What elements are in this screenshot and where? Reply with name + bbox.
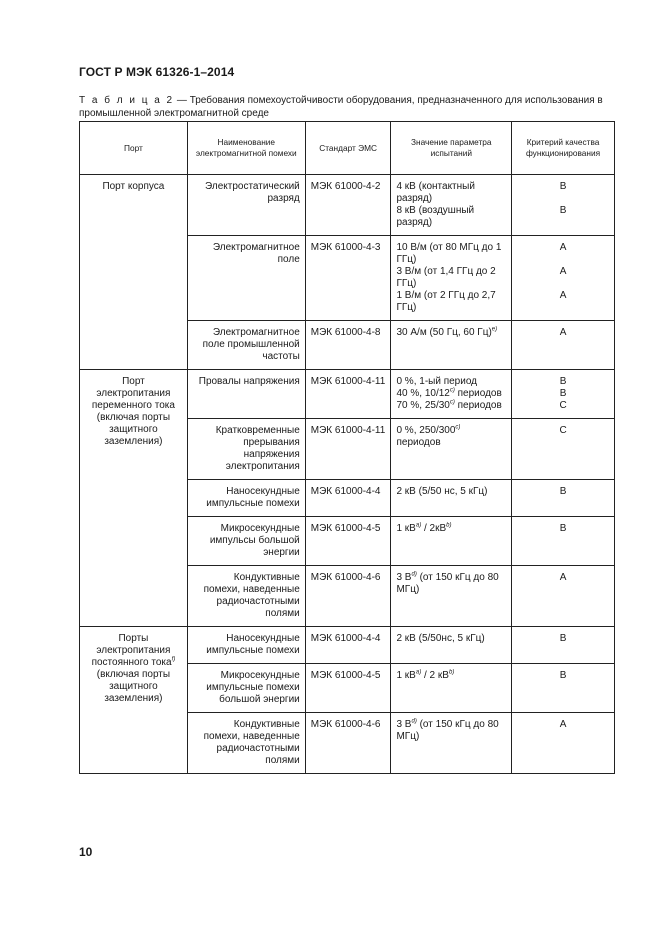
criterion-value: A [559, 266, 567, 277]
table-caption [79, 94, 617, 120]
test-value-text: 3 В/м (от 1,4 ГГц до 2 ГГц) [396, 266, 496, 289]
test-value-cell [391, 321, 512, 370]
column-header-criterion: Критерий качества функционирования [512, 122, 615, 175]
criterion-cell [512, 175, 615, 236]
test-value-text: 1 В/м (от 2 ГГц до 2,7 ГГц) [396, 290, 496, 313]
test-value-cell [391, 566, 512, 627]
criterion-value: A [559, 572, 567, 583]
table-caption-text: Требования помехоустойчивости оборудования, предназначенного для использования в промышленной электромагнитной среде [79, 95, 603, 119]
test-value-cell [391, 480, 512, 517]
test-value-line [396, 376, 506, 388]
test-value-text: 40 %, 10/12 [396, 388, 450, 399]
criterion-value: B [559, 670, 567, 681]
column-header-port: Порт [80, 122, 188, 175]
test-value-text: 3 В [396, 572, 412, 583]
column-header-value: Значение параметра испытаний [391, 122, 512, 175]
test-value-text: 70 %, 25/30 [396, 400, 450, 411]
test-value-line [396, 388, 506, 400]
criterion-cell [512, 627, 615, 664]
test-value-text: 0 %, 1-ый период [396, 376, 478, 387]
footnote-ref: d) [411, 571, 417, 578]
test-value-text: 1 кВ [396, 670, 416, 681]
criterion-cell [512, 480, 615, 517]
test-value-cell [391, 627, 512, 664]
test-value-text: 30 А/м (50 Гц, 60 Гц) [396, 327, 492, 338]
immunity-requirements-table [79, 121, 615, 774]
disturbance-cell: Наносекундные импульсные помехи [187, 480, 305, 517]
criterion-value: A [559, 327, 567, 338]
test-value-cell [391, 419, 512, 480]
port-cell [80, 370, 188, 627]
test-value-line [396, 181, 506, 205]
test-value-text-continued: / 2 кВ [421, 670, 449, 681]
table-row [80, 370, 615, 419]
criterion-cell [512, 713, 615, 774]
disturbance-cell: Электромагнитное поле промышленной частоты [187, 321, 305, 370]
test-value-text-continued: периодов [454, 400, 502, 411]
disturbance-cell: Электростатический разряд [187, 175, 305, 236]
test-value-text-continued: периодов [396, 437, 441, 448]
criterion-value: B [559, 523, 567, 534]
footnote-ref: c) [449, 387, 455, 394]
emc-standard-cell: МЭК 61000-4-4 [305, 627, 391, 664]
test-value-cell [391, 664, 512, 713]
test-value-line [396, 719, 506, 743]
criterion-value: C [559, 425, 567, 436]
criterion-cell [512, 236, 615, 321]
table-row [80, 175, 615, 236]
port-cell [80, 627, 188, 774]
test-value-line [396, 670, 506, 682]
footnote-ref: d) [411, 718, 417, 725]
table-row [80, 627, 615, 664]
criterion-value: A [559, 290, 567, 301]
port-label: Порт корпуса [102, 181, 165, 192]
footnote-ref: c) [455, 424, 461, 431]
criterion-value: B [559, 633, 567, 644]
emc-standard-cell: МЭК 61000-4-6 [305, 566, 391, 627]
test-value-line [396, 205, 506, 229]
criterion-value: A [559, 719, 567, 730]
test-value-text: 3 В [396, 719, 412, 730]
emc-standard-cell: МЭК 61000-4-5 [305, 517, 391, 566]
test-value-text: 4 кВ (контактный разряд) [396, 181, 475, 204]
column-header-standard: Стандарт ЭМС [305, 122, 391, 175]
test-value-line [396, 290, 506, 314]
table-caption-dash: — [174, 95, 190, 106]
criterion-cell [512, 566, 615, 627]
test-value-cell [391, 370, 512, 419]
test-value-text: 10 В/м (от 80 МГц до 1 ГГц) [396, 242, 502, 265]
test-value-cell [391, 713, 512, 774]
test-value-text-continued: / 2кВ [421, 523, 447, 534]
criterion-cell [512, 321, 615, 370]
test-value-line [396, 486, 506, 498]
column-header-disturbance: Наименование электромагнитной помехи [187, 122, 305, 175]
page-number: 10 [79, 845, 93, 859]
criterion-cell [512, 664, 615, 713]
criterion-cell [512, 419, 615, 480]
port-cell [80, 175, 188, 370]
criterion-value: B [559, 388, 567, 399]
test-value-line [396, 633, 506, 645]
test-value-text: 8 кВ (воздушный разряд) [396, 205, 475, 228]
emc-standard-cell: МЭК 61000-4-8 [305, 321, 391, 370]
test-value-line [396, 266, 506, 290]
criterion-value: A [559, 242, 567, 253]
test-value-cell [391, 517, 512, 566]
emc-standard-cell: МЭК 61000-4-6 [305, 713, 391, 774]
test-value-text-continued: (от 150 кГц до 80 МГц) [396, 572, 499, 595]
test-value-text: 0 %, 250/300 [396, 425, 456, 436]
test-value-text: 2 кВ (5/50 нс, 5 кГц) [396, 486, 488, 497]
test-value-text: 2 кВ (5/50нс, 5 кГц) [396, 633, 485, 644]
criterion-cell [512, 370, 615, 419]
emc-standard-cell: МЭК 61000-4-3 [305, 236, 391, 321]
table-header-row [80, 122, 615, 175]
disturbance-cell: Электромагнитное поле [187, 236, 305, 321]
footnote-ref: b) [446, 522, 452, 529]
test-value-line [396, 572, 506, 596]
emc-standard-cell: МЭК 61000-4-5 [305, 664, 391, 713]
port-footnote-ref: f) [171, 656, 176, 663]
port-label: Порты электропитания постоянного тока [91, 633, 172, 668]
criterion-value: B [559, 205, 567, 216]
footnote-ref: a) [415, 669, 422, 676]
port-label: Порт электропитания переменного тока (включая порты защитного заземления) [91, 376, 175, 447]
emc-standard-cell: МЭК 61000-4-2 [305, 175, 391, 236]
criterion-value: C [559, 400, 567, 411]
emc-standard-cell: МЭК 61000-4-11 [305, 419, 391, 480]
test-value-line [396, 327, 506, 339]
test-value-text-continued: периодов [454, 388, 502, 399]
footnote-ref: b) [448, 669, 455, 676]
port-label-continued: (включая порты защитного заземления) [96, 669, 171, 704]
emc-standard-cell: МЭК 61000-4-4 [305, 480, 391, 517]
disturbance-cell: Микросекундные импульсные помехи большой энергии [187, 664, 305, 713]
criterion-value: B [559, 486, 567, 497]
test-value-cell [391, 236, 512, 321]
test-value-line [396, 242, 506, 266]
test-value-line [396, 425, 506, 449]
test-value-text-continued: (от 150 кГц до 80 МГц) [396, 719, 499, 742]
criterion-value: B [559, 181, 567, 192]
test-value-cell [391, 175, 512, 236]
disturbance-cell: Наносекундные импульсные помехи [187, 627, 305, 664]
test-value-text: 1 кВ [396, 523, 416, 534]
criterion-value: B [559, 376, 567, 387]
footnote-ref: e) [491, 326, 498, 333]
disturbance-cell: Кратковременные прерывания напряжения электропитания [187, 419, 305, 480]
footnote-ref: a) [415, 522, 422, 529]
table-caption-label: Т а б л и ц а 2 [79, 95, 175, 106]
criterion-cell [512, 517, 615, 566]
disturbance-cell: Кондуктивные помехи, наведенные радиочастотными полями [187, 566, 305, 627]
test-value-line [396, 523, 506, 535]
table-body [80, 175, 615, 774]
disturbance-cell: Микросекундные импульсы большой энергии [187, 517, 305, 566]
test-value-line [396, 400, 506, 412]
document-header: ГОСТ Р МЭК 61326-1–2014 [79, 65, 235, 79]
disturbance-cell: Провалы напряжения [187, 370, 305, 419]
footnote-ref: c) [449, 399, 455, 406]
emc-standard-cell: МЭК 61000-4-11 [305, 370, 391, 419]
disturbance-cell: Кондуктивные помехи, наведенные радиочастотными полями [187, 713, 305, 774]
